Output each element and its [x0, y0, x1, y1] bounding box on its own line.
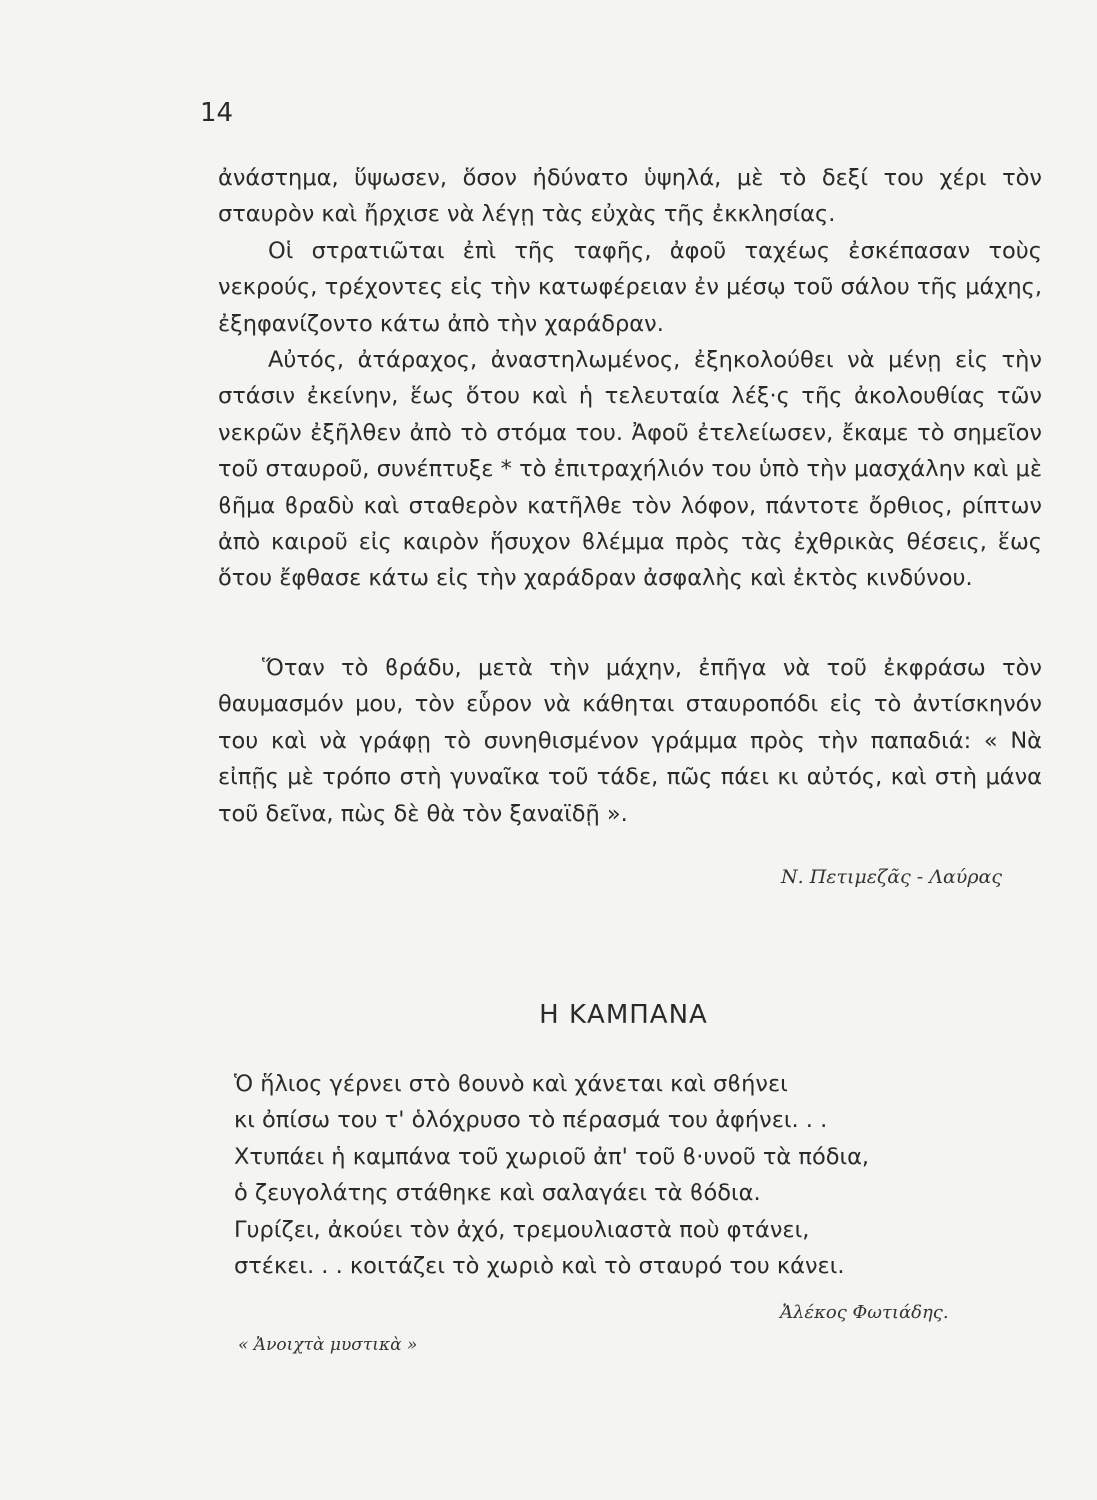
poem-line: Ὁ ἥλιος γέρνει στὸ ϐουνὸ καὶ χάνεται καὶ σϐήνει	[234, 1071, 788, 1097]
page-number: 14	[200, 98, 234, 128]
poem-body	[234, 1066, 1034, 1284]
poem-author: Ἀλέκος Φωτιάδης.	[780, 1302, 949, 1323]
poem-line: ὁ ζευγολάτης στάθηκε καὶ σαλαγάει τὰ ϐόδια.	[234, 1180, 761, 1207]
poem-source: « Ἀνοιχτὰ μυστικὰ »	[238, 1335, 418, 1355]
poem-line: στέκει. . . κοιτάζει τὸ χωριὸ καὶ τὸ σταυρό του κάνει.	[234, 1253, 845, 1280]
paragraph-2: Οἱ στρατιῶται ἐπὶ τῆς ταφῆς, ἀφοῦ ταχέως ἐσκέπασαν τοὺς νεκρούς, τρέχοντες εἰς τὴν κατωφέρειαν ἐν μέσῳ τοῦ σάλου τῆς μάχης, ἐξηφανίζοντο κάτω ἀπὸ τὴν χαράδραν.	[218, 237, 1042, 337]
poem-line: Γυρίζει, ἀκούει τὸν ἀχό, τρεμουλιαστὰ ποὺ φτάνει,	[234, 1216, 810, 1243]
paragraph-4: Ὅταν τὸ ϐράδυ, μετὰ τὴν μάχην, ἐπῆγα νὰ τοῦ ἐκφράσω τὸν θαυμασμόν μου, τὸν εὗρον νὰ κάθηται σταυροπόδι εἰς τὸ ἀντίσκηνόν του καὶ νὰ γράφῃ τὸ συνηθισμένον γράμμα πρὸς τὴν παπαδιά: « Νὰ εἰπῇς μὲ τρόπο στὴ γυναῖκα τοῦ τάδε, πῶς πάει κι αὐτός, καὶ στὴ μάνα τοῦ δεῖνα, πὼς δὲ θὰ τὸν ξαναϊδῇ ».	[218, 655, 1042, 827]
prose-section-1	[218, 160, 1042, 597]
poem-title: Η ΚΑΜΠΑΝΑ	[539, 1000, 708, 1030]
poem-line: Χτυπάει ἡ καμπάνα τοῦ χωριοῦ ἀπ' τοῦ ϐ·υνοῦ τὰ πόδια,	[234, 1143, 870, 1170]
poem-line: κι ὀπίσω του τ' ὁλόχρυσο τὸ πέρασμά του ἀφήνει. . .	[234, 1107, 828, 1134]
prose-author: Ν. Πετιμεζᾶς - Λαύρας	[781, 866, 1002, 888]
paragraph-3: Αὐτός, ἀτάραχος, ἀναστηλωμένος, ἐξηκολούθει νὰ μένῃ εἰς τὴν στάσιν ἐκείνην, ἕως ὅτου καὶ ἡ τελευταία λέξ·ς τῆς ἀκολουθίας τῶν νεκρῶν ἐξῆλθεν ἀπὸ τὸ στόμα του. Ἀφοῦ ἐτελείωσεν, ἔκαμε τὸ σημεῖον τοῦ σταυροῦ, συνέπτυξε * τὸ ἐπιτραχήλιόν του ὑπὸ τὴν μασχάλην καὶ μὲ ϐῆμα ϐραδὺ καὶ σταθερὸν κατῆλθε τὸν λόφον, πάντοτε ὄρθιος, ρίπτων ἀπὸ καιροῦ εἰς καιρὸν ἥσυχον ϐλέμμα πρὸς τὰς ἐχθρικὰς θέσεις, ἕως ὅτου ἔφθασε κάτω εἰς τὴν χαράδραν ἀσφαλὴς καὶ ἐκτὸς κινδύνου.	[218, 347, 1042, 592]
paragraph-1: ἀνάστημα, ὕψωσεν, ὅσον ἠδύνατο ὑψηλά, μὲ τὸ δεξί του χέρι τὸν σταυρὸν καὶ ἤρχισε νὰ λέγῃ τὰς εὐχὰς τῆς ἐκκλησίας.	[218, 165, 1042, 228]
prose-section-2	[218, 650, 1042, 832]
